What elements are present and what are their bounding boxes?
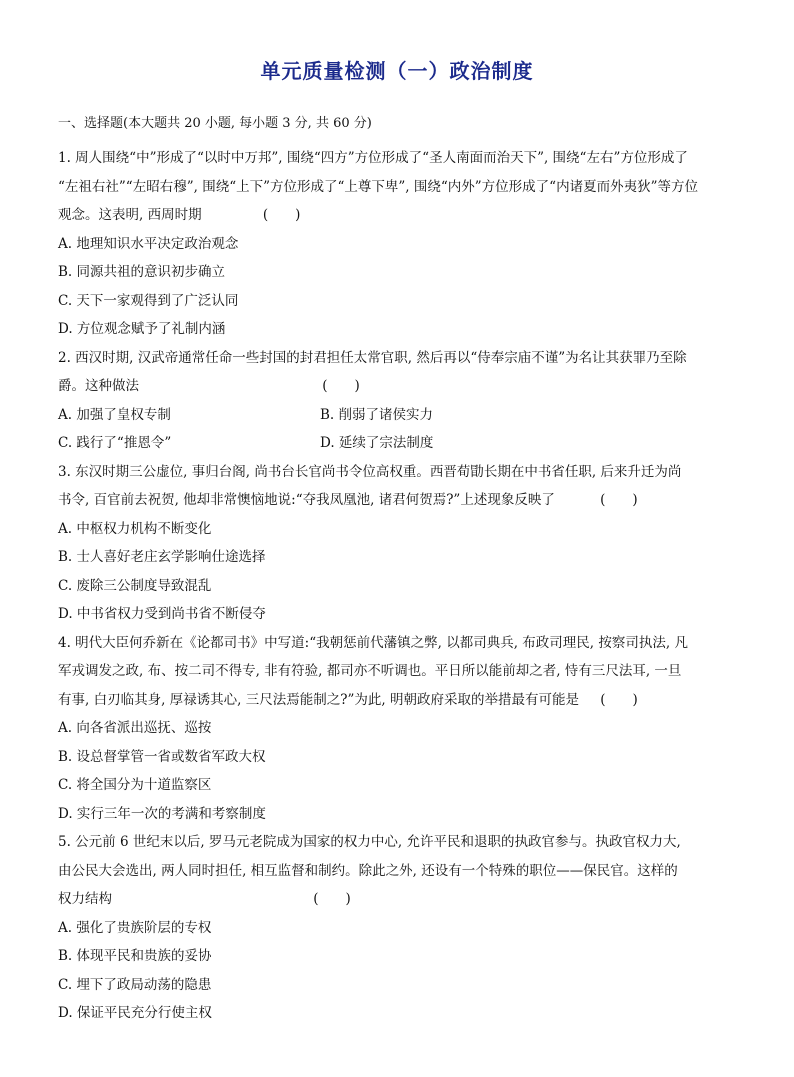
question-stem-line: 2. 西汉时期, 汉武帝通常任命一些封国的封君担任太常官职, 然后再以“侍奉宗庙不谨”为名让其获罪乃至除: [58, 349, 687, 366]
question-stem-line: 由公民大会选出, 两人同时担任, 相互监督和制约。除此之外, 还设有一个特殊的职位——保民官。这样的: [58, 862, 678, 879]
question-stem-line: “左祖右社”“左昭右穆”, 围绕“上下”方位形成了“上尊下卑”, 围绕“内外”方位形成了“内诸夏而外夷狄”等方位: [58, 178, 698, 195]
option-b: B. 削弱了诸侯实力: [320, 406, 434, 423]
question-stem-line: [58, 686, 736, 715]
question-5: [58, 828, 736, 1028]
question-stem-text: 权力结构: [58, 891, 112, 907]
option-b: B. 士人喜好老庄玄学影响仕途选择: [58, 549, 266, 565]
question-4: [58, 629, 736, 829]
option-c: C. 将全国分为十道监察区: [58, 777, 212, 793]
question-stem-line: 军戎调发之政, 布、按二司不得专, 非有符验, 都司亦不听调也。平日所以能前却之者, 恃有三尺法耳, 一旦: [58, 663, 682, 679]
question-1: [58, 144, 736, 344]
question-stem-line: [58, 372, 736, 401]
question-stem-line: [58, 486, 736, 515]
option-c: C. 践行了“推恩令”: [58, 435, 172, 451]
option-c: C. 天下一家观得到了广泛认同: [58, 292, 239, 309]
option-d: D. 方位观念赋予了礼制内涵: [58, 321, 226, 337]
question-3: [58, 458, 736, 629]
question-stem-line: 1. 周人围绕“中”形成了“以时中万邦”, 围绕“四方”方位形成了“圣人南面而治天下”, 围绕“左右”方位形成了: [58, 150, 688, 166]
question-stem-line: 4. 明代大臣何乔新在《论都司书》中写道:“我朝惩前代藩镇之弊, 以都司典兵, 布政司理民, 按察司执法, 凡: [58, 634, 688, 651]
section-heading: 一、选择题(本大题共 20 小题, 每小题 3 分, 共 60 分): [58, 116, 372, 131]
question-stem-text: 爵。这种做法: [58, 378, 139, 394]
option-d: D. 保证平民充分行使主权: [58, 1005, 212, 1021]
option-c: C. 埋下了政局动荡的隐患: [58, 976, 212, 993]
answer-blank: ( ): [322, 378, 360, 394]
option-a: A. 向各省派出巡抚、巡按: [58, 720, 212, 736]
option-d: D. 延续了宗法制度: [320, 435, 434, 451]
question-2: [58, 344, 736, 458]
answer-blank: ( ): [600, 691, 638, 708]
question-stem-text: 观念。这表明, 西周时期: [58, 207, 202, 223]
option-a: A. 地理知识水平决定政治观念: [58, 235, 239, 252]
option-row: [58, 429, 736, 458]
option-b: B. 同源共祖的意识初步确立: [58, 264, 226, 280]
page-title: 单元质量检测（一）政治制度: [260, 59, 534, 83]
option-row: [58, 401, 736, 430]
question-stem-text: 书令, 百官前去祝贺, 他却非常懊恼地说:“夺我凤凰池, 诸君何贺焉?”上述现象反映了: [58, 492, 555, 508]
option-a: A. 加强了皇权专制: [58, 406, 171, 423]
question-stem-line: [58, 201, 736, 230]
option-b: B. 体现平民和贵族的妥协: [58, 948, 212, 964]
question-stem-text: 有事, 白刃临其身, 厚禄诱其心, 三尺法焉能制之?”为此, 明朝政府采取的举措最有可能是: [58, 691, 579, 708]
option-a: A. 中枢权力机构不断变化: [58, 520, 212, 537]
question-stem-line: 5. 公元前 6 世纪末以后, 罗马元老院成为国家的权力中心, 允许平民和退职的执政官参与。执政官权力大,: [58, 834, 681, 850]
answer-blank: ( ): [313, 891, 351, 907]
answer-blank: ( ): [262, 207, 301, 223]
option-c: C. 废除三公制度导致混乱: [58, 577, 212, 594]
question-stem-line: [58, 885, 736, 914]
option-b: B. 设总督掌管一省或数省军政大权: [58, 748, 266, 765]
option-d: D. 实行三年一次的考满和考察制度: [58, 805, 266, 822]
answer-blank: ( ): [600, 492, 638, 508]
question-stem-line: 3. 东汉时期三公虚位, 事归台阁, 尚书台长官尚书令位高权重。西晋荀勖长期在中书省任职, 后来升迁为尚: [58, 463, 682, 480]
option-a: A. 强化了贵族阶层的专权: [58, 919, 212, 936]
option-d: D. 中书省权力受到尚书省不断侵夺: [58, 606, 266, 622]
